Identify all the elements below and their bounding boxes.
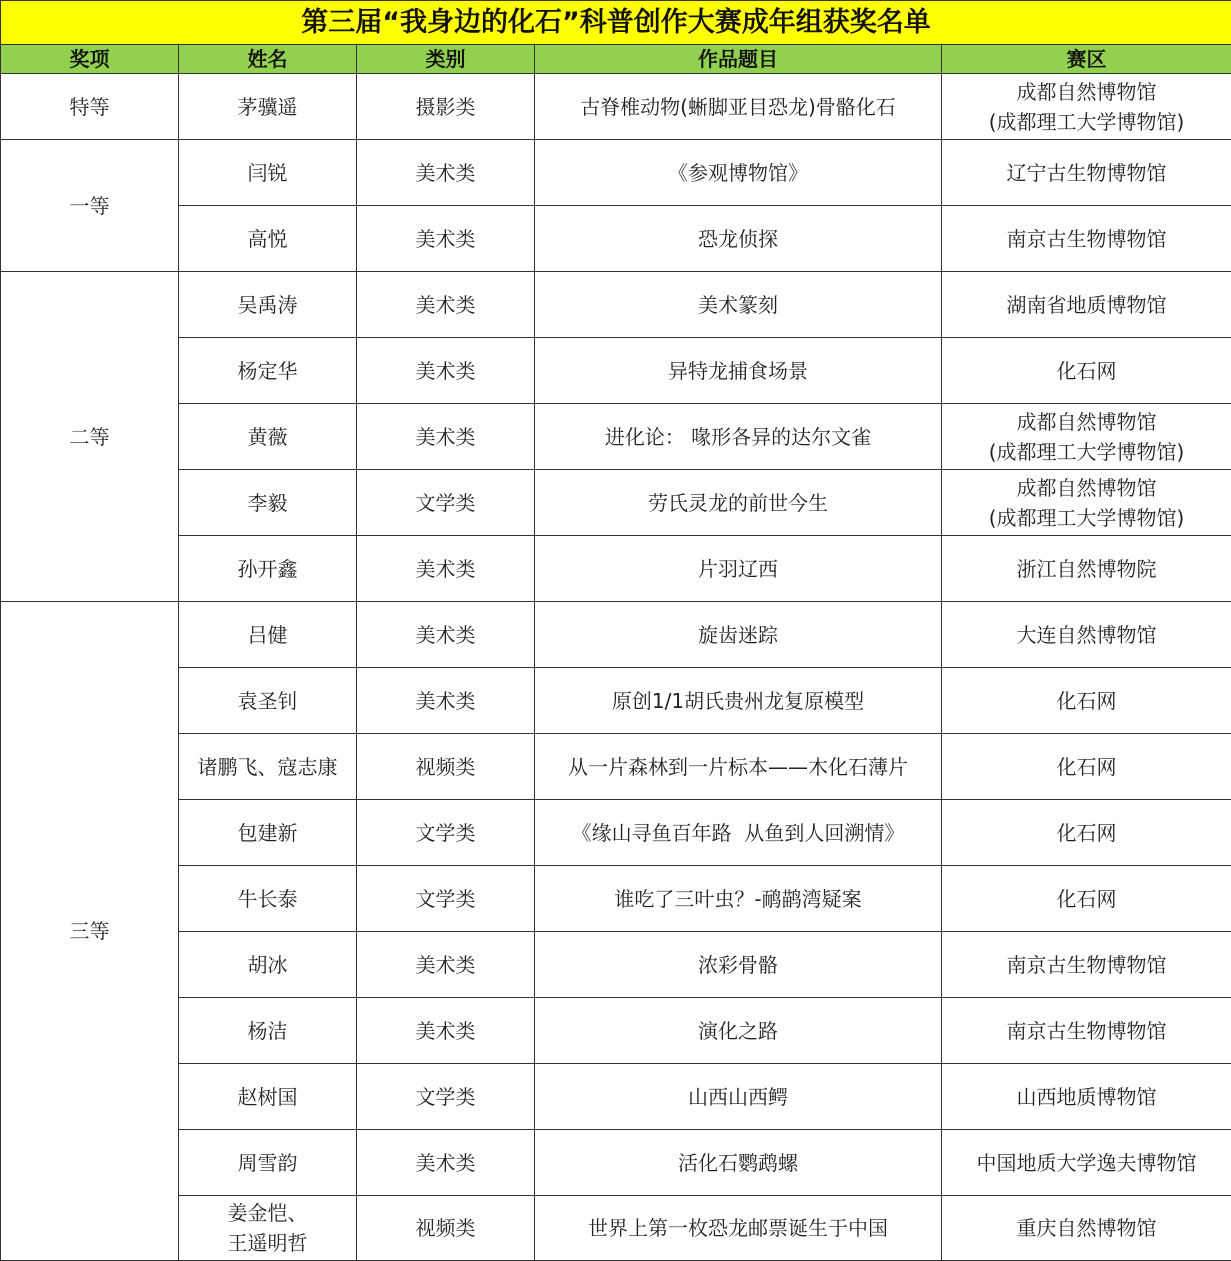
- category-cell: 美术类: [357, 206, 535, 272]
- region-line: 化石网: [1056, 358, 1117, 383]
- work-title-cell: 美术篆刻: [535, 272, 942, 338]
- name-cell: [179, 404, 357, 470]
- region-line: 南京古生物博物馆: [1006, 226, 1167, 251]
- region-cell: [942, 602, 1231, 668]
- region-line: 化石网: [1056, 688, 1117, 713]
- name-cell: [179, 1130, 357, 1196]
- region-line: 大连自然博物馆: [1016, 622, 1157, 647]
- table-row: [1, 1130, 1231, 1196]
- region-cell: [942, 404, 1231, 470]
- region-cell: [942, 140, 1231, 206]
- region-cell: [942, 74, 1231, 140]
- category-cell: 文学类: [357, 1064, 535, 1130]
- category-cell: 美术类: [357, 404, 535, 470]
- region-cell: [942, 866, 1231, 932]
- table-row: [1, 470, 1231, 536]
- table-row: [1, 74, 1231, 140]
- region-cell: [942, 668, 1231, 734]
- table-row: [1, 272, 1231, 338]
- table-row: [1, 668, 1231, 734]
- table-row: [1, 536, 1231, 602]
- region-cell: [942, 998, 1231, 1064]
- name-cell: [179, 734, 357, 800]
- work-title-cell: 异特龙捕食场景: [535, 338, 942, 404]
- name-line: 高悦: [247, 226, 288, 251]
- region-cell: [942, 1064, 1231, 1130]
- name-line: 袁圣钊: [237, 688, 298, 713]
- region-cell: [942, 338, 1231, 404]
- name-cell: [179, 602, 357, 668]
- category-cell: 文学类: [357, 470, 535, 536]
- work-title-cell: 山西山西鳄: [535, 1064, 942, 1130]
- table-row: [1, 1064, 1231, 1130]
- table-row: [1, 866, 1231, 932]
- header-name: 姓名: [179, 45, 357, 74]
- table-row: [1, 404, 1231, 470]
- category-cell: 美术类: [357, 1130, 535, 1196]
- name-cell: [179, 470, 357, 536]
- category-cell: 视频类: [357, 1196, 535, 1261]
- award-cell: 二等: [1, 272, 179, 602]
- category-cell: 美术类: [357, 272, 535, 338]
- work-title-cell: 古脊椎动物(蜥脚亚目恐龙)骨骼化石: [535, 74, 942, 140]
- category-cell: 美术类: [357, 668, 535, 734]
- category-cell: 美术类: [357, 932, 535, 998]
- category-cell: 文学类: [357, 800, 535, 866]
- category-cell: 视频类: [357, 734, 535, 800]
- name-line: 茅骥遥: [237, 94, 298, 119]
- name-line: 胡冰: [247, 952, 288, 977]
- header-work: 作品题目: [535, 45, 942, 74]
- name-line: 李毅: [247, 490, 288, 515]
- region-line: (成都理工大学博物馆): [988, 439, 1185, 464]
- name-line: 杨洁: [247, 1018, 288, 1043]
- table-row: [1, 734, 1231, 800]
- category-cell: 美术类: [357, 536, 535, 602]
- region-line: 辽宁古生物博物馆: [1006, 160, 1167, 185]
- name-line: 赵树国: [237, 1084, 298, 1109]
- name-line: 吕健: [247, 622, 288, 647]
- region-line: 化石网: [1056, 754, 1117, 779]
- region-line: 化石网: [1056, 886, 1117, 911]
- name-line: 诸鹏飞、寇志康: [197, 754, 338, 779]
- header-award: 奖项: [1, 45, 179, 74]
- region-line: (成都理工大学博物馆): [988, 109, 1185, 134]
- name-cell: [179, 140, 357, 206]
- work-title-cell: 浓彩骨骼: [535, 932, 942, 998]
- region-line: 中国地质大学逸夫博物馆: [976, 1150, 1197, 1175]
- name-line: 吴禹涛: [237, 292, 298, 317]
- region-line: 重庆自然博物馆: [1016, 1216, 1157, 1240]
- work-title-cell: 谁吃了三叶虫？-鸸鹋湾疑案: [535, 866, 942, 932]
- name-cell: [179, 1064, 357, 1130]
- work-title-cell: 劳氏灵龙的前世今生: [535, 470, 942, 536]
- name-cell: [179, 668, 357, 734]
- name-cell: [179, 338, 357, 404]
- name-cell: [179, 998, 357, 1064]
- name-line: 姜金恺、: [227, 1201, 308, 1225]
- table-row: [1, 1196, 1231, 1261]
- name-line: 黄薇: [247, 424, 288, 449]
- header-region: 赛区: [942, 45, 1231, 74]
- name-cell: [179, 800, 357, 866]
- name-cell: [179, 932, 357, 998]
- name-cell: [179, 206, 357, 272]
- name-line: 包建新: [237, 820, 298, 845]
- work-title-cell: 世界上第一枚恐龙邮票诞生于中国: [535, 1196, 942, 1261]
- award-cell: 一等: [1, 140, 179, 272]
- region-line: 山西地质博物馆: [1016, 1084, 1157, 1109]
- table-row: [1, 338, 1231, 404]
- name-line: 王遥明哲: [227, 1231, 308, 1255]
- region-line: 成都自然博物馆: [1016, 79, 1157, 104]
- name-cell: [179, 74, 357, 140]
- work-title-cell: 从一片森林到一片标本——木化石薄片: [535, 734, 942, 800]
- region-line: 南京古生物博物馆: [1006, 1018, 1167, 1043]
- name-cell: [179, 536, 357, 602]
- work-title-cell: 进化论： 喙形各异的达尔文雀: [535, 404, 942, 470]
- region-cell: [942, 1196, 1231, 1261]
- work-title-cell: 旋齿迷踪: [535, 602, 942, 668]
- header-category: 类别: [357, 45, 535, 74]
- table-title: 第三届“我身边的化石”科普创作大赛成年组获奖名单: [1, 1, 1231, 45]
- name-cell: [179, 866, 357, 932]
- table-row: [1, 800, 1231, 866]
- table-row: [1, 140, 1231, 206]
- award-cell: 三等: [1, 602, 179, 1261]
- award-cell: 特等: [1, 74, 179, 140]
- region-cell: [942, 470, 1231, 536]
- region-cell: [942, 206, 1231, 272]
- work-title-cell: 恐龙侦探: [535, 206, 942, 272]
- work-title-cell: 演化之路: [535, 998, 942, 1064]
- region-line: 南京古生物博物馆: [1006, 952, 1167, 977]
- work-title-cell: 片羽辽西: [535, 536, 942, 602]
- region-cell: [942, 1130, 1231, 1196]
- work-title-cell: 活化石鹦鹉螺: [535, 1130, 942, 1196]
- work-title-cell: 《参观博物馆》: [535, 140, 942, 206]
- name-line: 闫锐: [247, 160, 288, 185]
- name-line: 牛长泰: [237, 886, 298, 911]
- category-cell: 美术类: [357, 602, 535, 668]
- category-cell: 摄影类: [357, 74, 535, 140]
- region-cell: [942, 800, 1231, 866]
- table-row: [1, 998, 1231, 1064]
- region-line: 化石网: [1056, 820, 1117, 845]
- category-cell: 美术类: [357, 998, 535, 1064]
- region-cell: [942, 734, 1231, 800]
- table-body: [1, 74, 1231, 1261]
- table-row: [1, 602, 1231, 668]
- name-line: 孙开鑫: [237, 556, 298, 581]
- region-line: (成都理工大学博物馆): [988, 505, 1185, 530]
- category-cell: 文学类: [357, 866, 535, 932]
- name-line: 杨定华: [237, 358, 298, 383]
- name-cell: [179, 272, 357, 338]
- region-cell: [942, 272, 1231, 338]
- region-cell: [942, 932, 1231, 998]
- name-line: 周雪韵: [237, 1150, 298, 1175]
- region-line: 湖南省地质博物馆: [1006, 292, 1167, 317]
- table-row: [1, 206, 1231, 272]
- category-cell: 美术类: [357, 140, 535, 206]
- name-cell: [179, 1196, 357, 1261]
- table-row: [1, 932, 1231, 998]
- work-title-cell: 《缘山寻鱼百年路 从鱼到人回溯情》: [535, 800, 942, 866]
- category-cell: 美术类: [357, 338, 535, 404]
- region-line: 浙江自然博物院: [1016, 556, 1157, 581]
- region-cell: [942, 536, 1231, 602]
- region-line: 成都自然博物馆: [1016, 475, 1157, 500]
- region-line: 成都自然博物馆: [1016, 409, 1157, 434]
- work-title-cell: 原创1/1胡氏贵州龙复原模型: [535, 668, 942, 734]
